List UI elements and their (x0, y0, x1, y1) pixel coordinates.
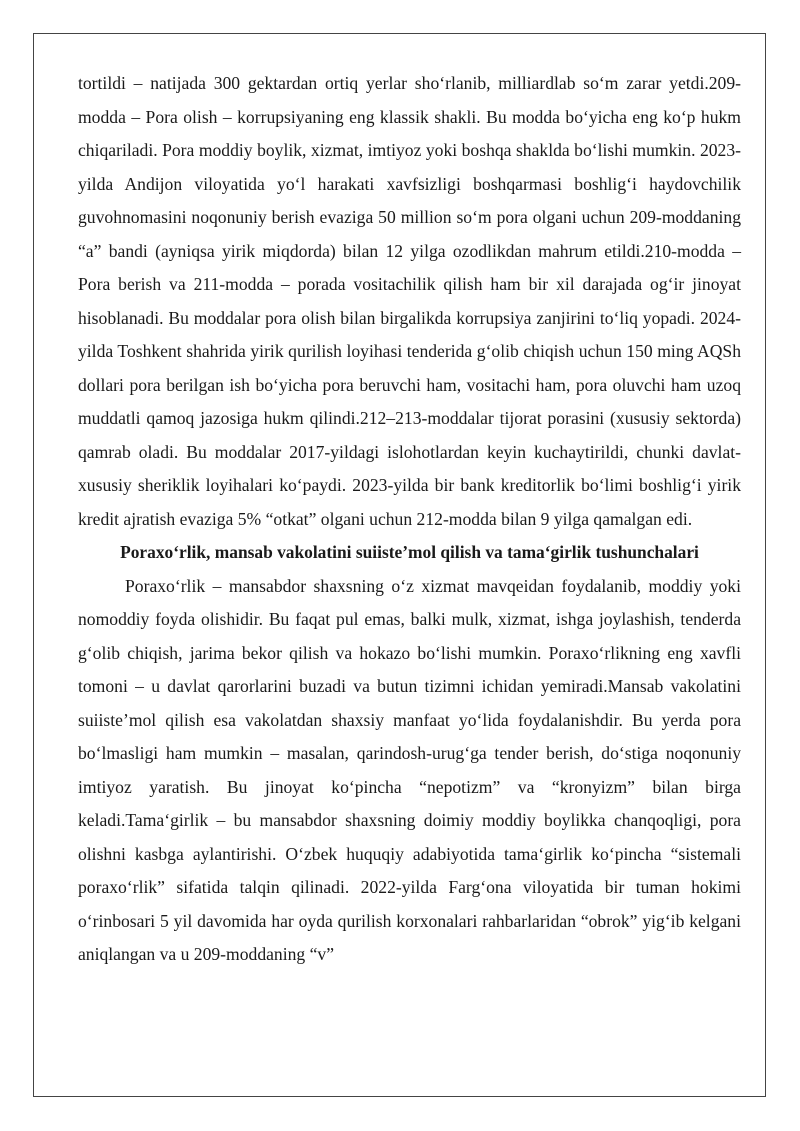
paragraph-bribery-concepts: Poraxo‘rlik – mansabdor shaxsning o‘z xizmat mavqeidan foydalanib, moddiy yoki nomoddiy foyda olishidir. Bu faqat pul emas, balki mulk, xizmat, ishga joylashish, tenderda g‘olib chiqish, jarima bekor qilish va hokazo bo‘lishi mumkin. Poraxo‘rlikning eng xavfli tomoni – u davlat qarorlarini buzadi va butun tizimni ichidan yemiradi.Mansab vakolatini suiiste’mol qilish esa vakolatdan shaxsiy manfaat yo‘lida foydalanishdir. Bu yerda pora bo‘lmasligi ham mumkin – masalan, qarindosh-urug‘ga tender berish, do‘stiga noqonuniy imtiyoz yaratish. Bu jinoyat ko‘pincha “nepotizm” va “kronyizm” bilan birga keladi.Tama‘girlik – bu mansabdor shaxsning doimiy moddiy boylikka chanqoqligi, pora olishni kasbga aylantirishi. O‘zbek huquqiy adabiyotida tama‘girlik ko‘pincha “sistemali poraxo‘rlik” sifatida talqin qilinadi. 2022-yilda Farg‘ona viloyatida bir tuman hokimi o‘rinbosari 5 yil davomida har oyda qurilish korxonalari rahbarlaridan “obrok” yig‘ib kelgani aniqlangan va u 209-moddaning “v” (78, 575, 741, 964)
paragraph-criminal-code-articles: tortildi – natijada 300 gektardan ortiq yerlar sho‘rlanib, milliardlab so‘m zarar yetdi.209-modda – Pora olish – korrupsiyaning eng klassik shakli. Bu modda bo‘yicha eng ko‘p hukm chiqariladi. Pora moddiy boylik, xizmat, imtiyoz yoki boshqa shaklda bo‘lishi mumkin. 2023-yilda Andijon viloyatida yo‘l harakati xavfsizligi boshqarmasi boshlig‘i haydovchilik guvohnomasini noqonuniy berish evaziga 50 million so‘m pora olgani uchun 209-moddaning “a” bandi (ayniqsa yirik miqdorda) bilan 12 yilga ozodlikdan mahrum etildi.210-modda – Pora berish va 211-modda – porada vositachilik qilish ham bir xil darajada og‘ir jinoyat hisoblanadi. Bu moddalar pora olish bilan birgalikda korrupsiya zanjirini to‘liq yopadi. 2024-yilda Toshkent shahrida yirik qurilish loyihasi tenderida g‘olib chiqish uchun 150 ming AQSh dollari pora berilgan ish bo‘yicha pora beruvchi ham, vositachi ham, pora oluvchi ham uzoq muddatli qamoq jazosiga hukm qilindi.212–213-moddalar tijorat porasini (xususiy sektorda) qamrab oladi. Bu moddalar 2017-yildagi islohotlardan keyin kuchaytirildi, chunki davlat-xususiy sheriklik loyihalari ko‘paydi. 2023-yilda bir bank kreditorlik bo‘limi boshlig‘i yirik kredit ajratish evaziga 5% “otkat” olgani uchun 212-modda bilan 9 yilga qamalgan edi. (78, 73, 741, 529)
section-heading: Poraxo‘rlik, mansab vakolatini suiiste’mol qilish va tama‘girlik tushunchalari (120, 542, 699, 562)
document-body (78, 67, 741, 972)
